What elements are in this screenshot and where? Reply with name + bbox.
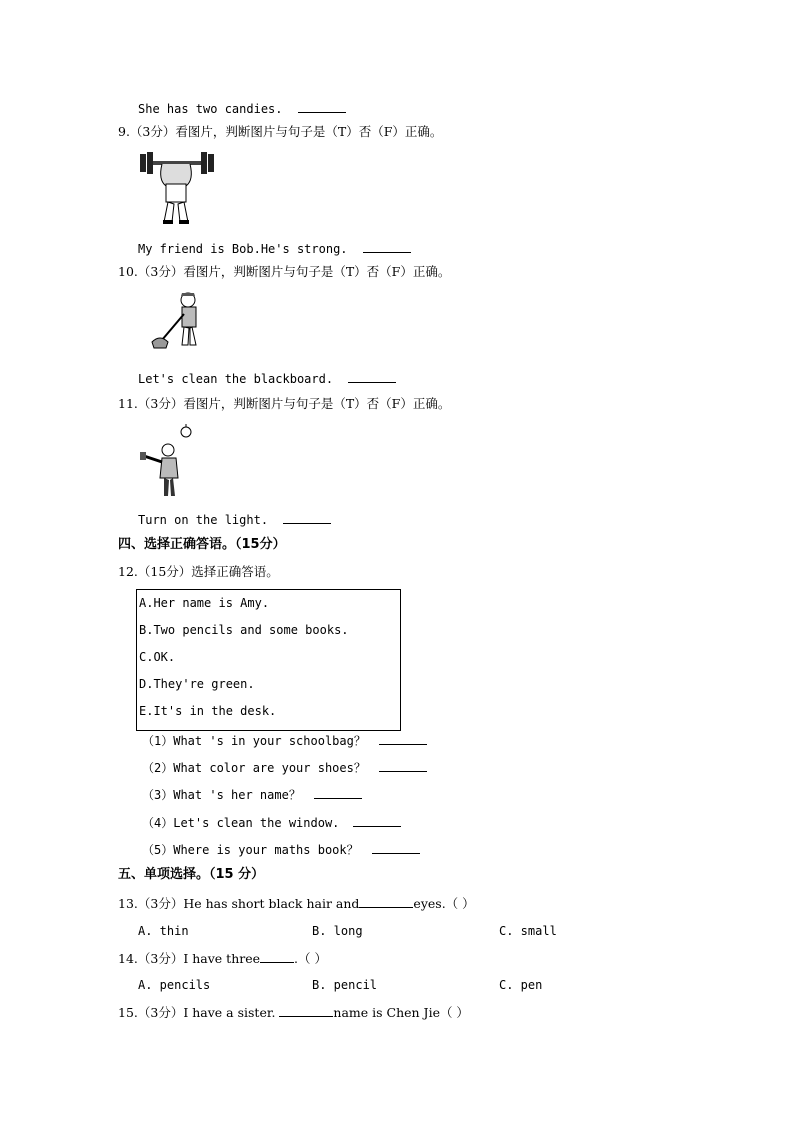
light-switch-man-image: [138, 422, 194, 498]
q12-sub3: [142, 786, 362, 803]
q10-sentence: Let's clean the blackboard.: [138, 372, 334, 386]
q12-sub4: [142, 814, 401, 831]
q13-text: 13.（3分）He has short black hair and: [118, 896, 360, 911]
section4-heading: 四、选择正确答语。（15分）: [118, 537, 286, 552]
option-d: D.They're green.: [139, 677, 255, 691]
option-b: B.Two pencils and some books.: [139, 623, 349, 637]
q10-sentence-line: [138, 370, 396, 387]
q12-sub4-text: （4）Let's clean the window.: [142, 816, 340, 830]
q12-sub2: [142, 759, 427, 776]
q14-choice-b[interactable]: B. pencil: [312, 978, 378, 992]
q15-blank[interactable]: [279, 1004, 333, 1017]
q8-sentence-line: [138, 100, 346, 117]
q14-blank[interactable]: [260, 950, 294, 963]
q14-choice-a[interactable]: A. pencils: [138, 978, 211, 992]
q14-text: 14.（3分）I have three: [118, 951, 261, 966]
q9-sentence: My friend is Bob.He's strong.: [138, 242, 348, 256]
q12-sub1-blank[interactable]: [379, 732, 427, 745]
q10-answer-blank[interactable]: [348, 370, 396, 383]
q11-sentence: Turn on the light.: [138, 513, 269, 527]
q9-answer-blank[interactable]: [363, 240, 411, 253]
answer-options-box: [136, 589, 401, 731]
q12-sub5: [142, 841, 420, 858]
q15-text: 15.（3分）I have a sister.: [118, 1005, 280, 1020]
q9-sentence-line: [138, 240, 411, 257]
sweeping-boy-image: [148, 290, 206, 352]
q12-sub2-blank[interactable]: [379, 759, 427, 772]
q10-label: 10.（3分）看图片，判断图片与句子是（T）否（F）正确。: [118, 264, 451, 279]
q11-label: 11.（3分）看图片，判断图片与句子是（T）否（F）正确。: [118, 396, 451, 411]
section5-heading: 五、单项选择。（15 分）: [118, 867, 265, 882]
q15-line: [118, 1004, 469, 1021]
q14-line: [118, 950, 327, 967]
q14-text-end: .（ ）: [294, 951, 327, 966]
q12-sub3-text: （3）What 's her name？: [142, 788, 301, 802]
option-c: C.OK.: [139, 650, 176, 664]
q12-sub1: [142, 732, 427, 749]
q13-text-end: eyes.（ ）: [413, 896, 475, 911]
q13-line: [118, 895, 475, 912]
q15-text-end: name is Chen Jie（ ）: [333, 1005, 469, 1020]
q12-label: 12.（15分）选择正确答语。: [118, 564, 279, 579]
q14-choice-c[interactable]: C. pen: [499, 978, 543, 992]
weightlifter-image: [138, 150, 216, 226]
q13-choice-a[interactable]: A. thin: [138, 924, 189, 938]
q9-label: 9.（3分）看图片，判断图片与句子是（T）否（F）正确。: [118, 124, 443, 139]
q11-answer-blank[interactable]: [283, 511, 331, 524]
q13-choice-b[interactable]: B. long: [312, 924, 363, 938]
q13-blank[interactable]: [359, 895, 413, 908]
q12-sub2-text: （2）What color are your shoes？: [142, 761, 366, 775]
q12-sub5-text: （5）Where is your maths book？: [142, 843, 359, 857]
q11-sentence-line: [138, 511, 331, 528]
q12-sub4-blank[interactable]: [353, 814, 401, 827]
q8-sentence: She has two candies.: [138, 102, 283, 116]
q12-sub5-blank[interactable]: [372, 841, 420, 854]
q12-sub3-blank[interactable]: [314, 786, 362, 799]
q13-choice-c[interactable]: C. small: [499, 924, 557, 938]
option-a: A.Her name is Amy.: [139, 596, 270, 610]
option-e: E.It's in the desk.: [139, 704, 277, 718]
q12-sub1-text: （1）What 's in your schoolbag？: [142, 734, 366, 748]
q8-answer-blank[interactable]: [298, 100, 346, 113]
